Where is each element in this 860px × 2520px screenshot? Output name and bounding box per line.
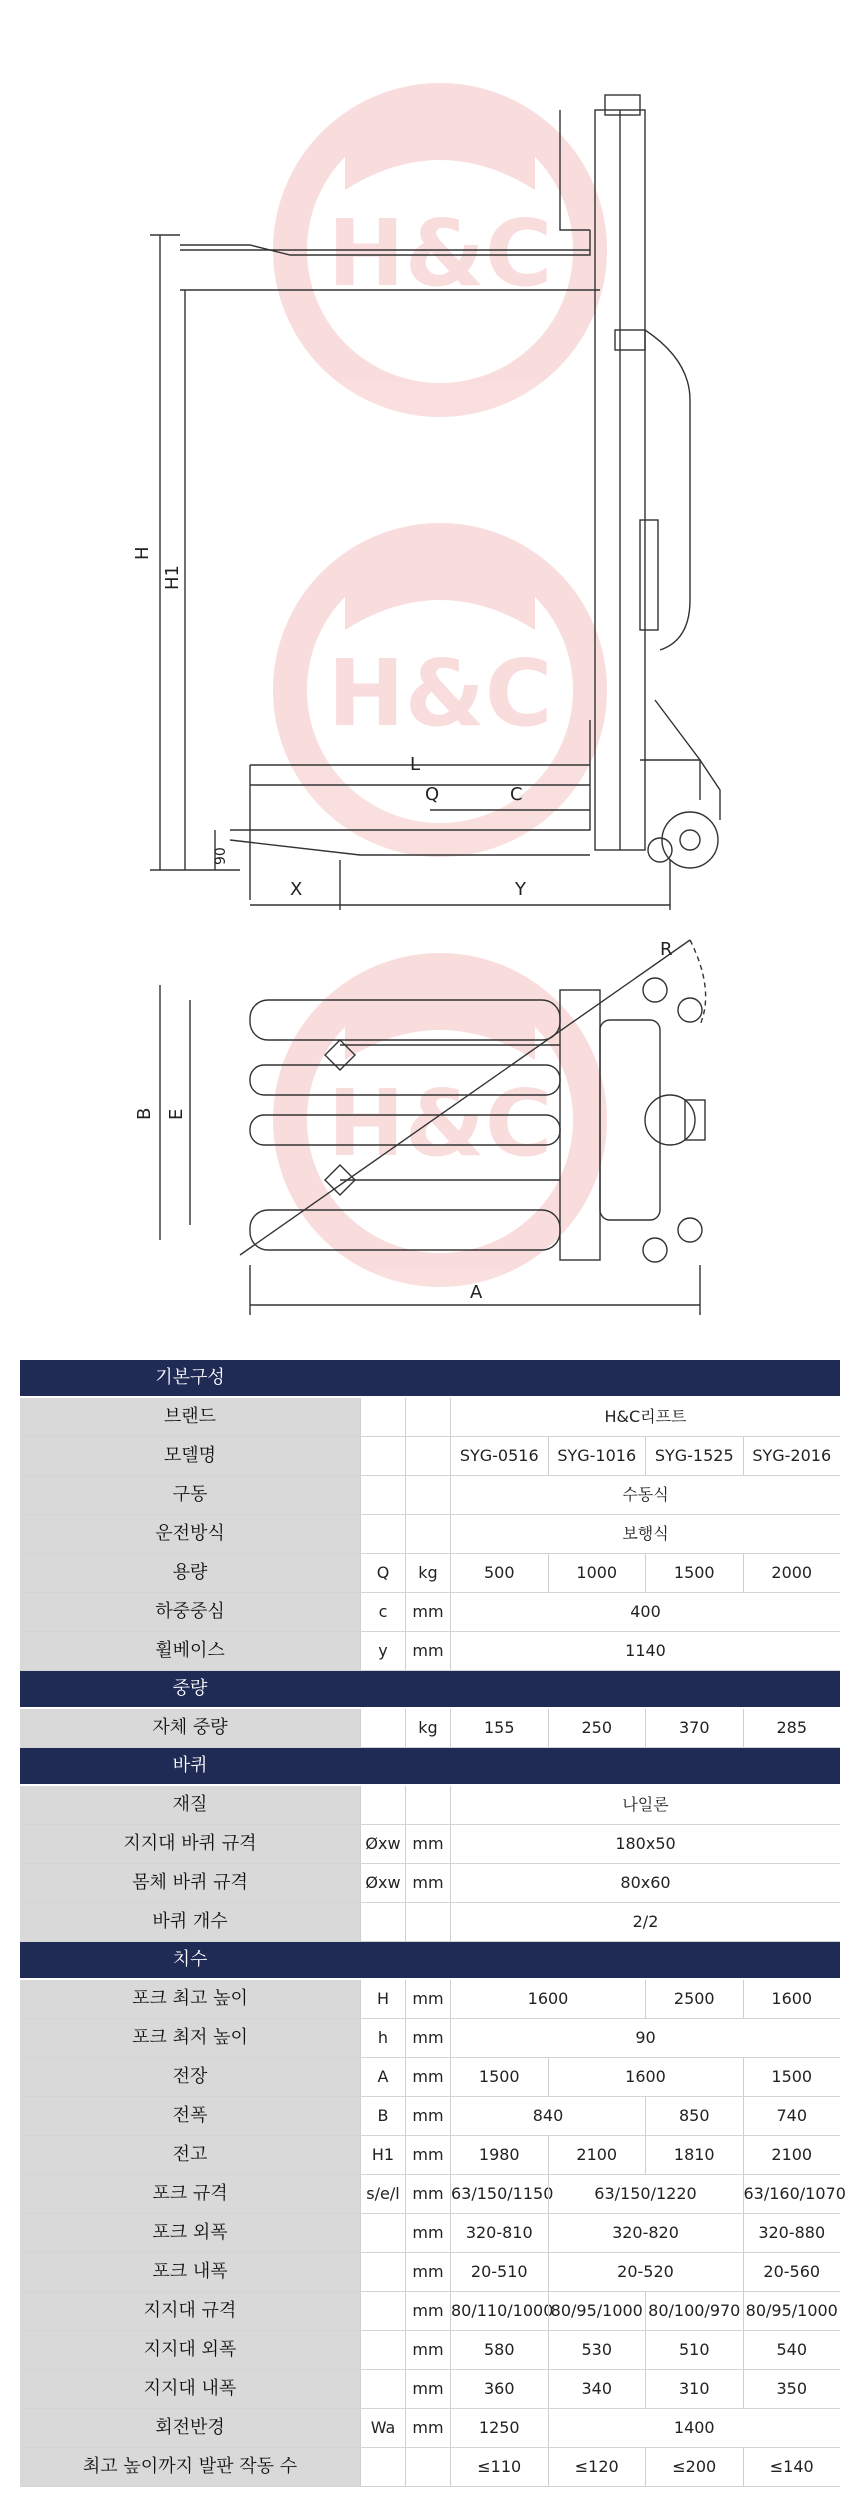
dim-label-e: E xyxy=(166,1108,187,1120)
dim-label-x: X xyxy=(290,879,303,900)
spec-label: 자체 중량 xyxy=(20,1709,360,1747)
spec-value: 80/95/1000 xyxy=(548,2292,646,2330)
spec-value: 1980 xyxy=(450,2136,548,2174)
spec-symbol: y xyxy=(360,1632,405,1670)
spec-unit xyxy=(405,1903,450,1941)
spec-unit: kg xyxy=(405,1554,450,1592)
spec-value: 20-560 xyxy=(743,2253,841,2291)
spec-label: 포크 최고 높이 xyxy=(20,1980,360,2018)
svg-text:H&C: H&C xyxy=(327,1070,553,1177)
watermark-logo-middle xyxy=(290,540,590,840)
spec-value: SYG-2016 xyxy=(743,1437,841,1475)
spec-symbol: A xyxy=(360,2058,405,2096)
spec-unit xyxy=(405,2448,450,2486)
section-title: 치수 xyxy=(172,1949,208,1970)
spec-symbol xyxy=(360,2448,405,2486)
spec-value: 80/110/1000 xyxy=(450,2292,548,2330)
spec-value: 63/160/1070 xyxy=(743,2175,841,2213)
spec-unit xyxy=(405,1515,450,1553)
spec-value: 310 xyxy=(645,2370,743,2408)
spec-symbol xyxy=(360,2253,405,2291)
spec-symbol xyxy=(360,2292,405,2330)
section-header xyxy=(20,1942,840,1980)
spec-label: 휠베이스 xyxy=(20,1632,360,1670)
watermark-logo-bottom xyxy=(290,970,590,1270)
spec-value: 370 xyxy=(645,1709,743,1747)
spec-unit xyxy=(405,1398,450,1436)
spec-value: SYG-1525 xyxy=(645,1437,743,1475)
spec-label: 지지대 바퀴 규격 xyxy=(20,1825,360,1863)
dim-label-r: R xyxy=(660,939,673,960)
spec-value: ≤120 xyxy=(548,2448,646,2486)
spec-label: 포크 외폭 xyxy=(20,2214,360,2252)
spec-row xyxy=(20,2214,840,2253)
svg-text:H&C: H&C xyxy=(327,200,553,307)
spec-value: 285 xyxy=(743,1709,841,1747)
spec-symbol xyxy=(360,1515,405,1553)
section-header xyxy=(20,1360,840,1398)
spec-value: 20-520 xyxy=(548,2253,743,2291)
spec-unit: mm xyxy=(405,1593,450,1631)
spec-unit: mm xyxy=(405,1980,450,2018)
spec-unit xyxy=(405,1786,450,1824)
spec-value: 1140 xyxy=(450,1632,840,1670)
spec-label: 몸체 바퀴 규격 xyxy=(20,1864,360,1902)
spec-symbol xyxy=(360,1903,405,1941)
spec-value: 840 xyxy=(450,2097,645,2135)
spec-symbol xyxy=(360,1476,405,1514)
section-title: 중량 xyxy=(172,1678,208,1699)
section-title: 기본구성 xyxy=(155,1367,225,1388)
spec-unit: mm xyxy=(405,1864,450,1902)
spec-value: SYG-1016 xyxy=(548,1437,646,1475)
spec-value: 20-510 xyxy=(450,2253,548,2291)
spec-row xyxy=(20,2175,846,2214)
spec-row xyxy=(20,2253,840,2292)
spec-value: ≤140 xyxy=(743,2448,841,2486)
spec-value: 90 xyxy=(450,2019,840,2057)
spec-row xyxy=(20,1980,840,2019)
spec-label: 포크 최저 높이 xyxy=(20,2019,360,2057)
dim-label-h: H xyxy=(132,546,153,560)
spec-value: 580 xyxy=(450,2331,548,2369)
spec-label: 최고 높이까지 발판 작동 수 xyxy=(20,2448,360,2486)
spec-row xyxy=(20,2019,840,2058)
spec-row xyxy=(20,1437,840,1476)
spec-value: 320-810 xyxy=(450,2214,548,2252)
spec-value: 1500 xyxy=(450,2058,548,2096)
dim-label-b: B xyxy=(134,1107,155,1120)
dim-label-90: 90 xyxy=(213,847,229,865)
spec-label: 구동 xyxy=(20,1476,360,1514)
spec-label: 모델명 xyxy=(20,1437,360,1475)
spec-value: 850 xyxy=(645,2097,743,2135)
spec-label: 지지대 규격 xyxy=(20,2292,360,2330)
spec-value: 350 xyxy=(743,2370,841,2408)
spec-value: 250 xyxy=(548,1709,646,1747)
spec-row xyxy=(20,2136,840,2175)
spec-value: H&C리프트 xyxy=(450,1398,840,1436)
spec-value: 80/100/970 xyxy=(645,2292,743,2330)
spec-row xyxy=(20,2058,840,2097)
spec-symbol: B xyxy=(360,2097,405,2135)
spec-row xyxy=(20,2370,840,2409)
section-header xyxy=(20,1671,840,1709)
spec-symbol: Wa xyxy=(360,2409,405,2447)
spec-value: 360 xyxy=(450,2370,548,2408)
spec-label: 바퀴 개수 xyxy=(20,1903,360,1941)
spec-label: 운전방식 xyxy=(20,1515,360,1553)
spec-row xyxy=(20,1632,840,1671)
spec-symbol: H xyxy=(360,1980,405,2018)
dim-label-a: A xyxy=(470,1282,483,1303)
spec-label: 재질 xyxy=(20,1786,360,1824)
spec-label: 전폭 xyxy=(20,2097,360,2135)
spec-value: 1500 xyxy=(743,2058,841,2096)
spec-symbol: h xyxy=(360,2019,405,2057)
dim-label-h1: H1 xyxy=(162,565,183,590)
spec-row xyxy=(20,1864,840,1903)
spec-unit: mm xyxy=(405,2409,450,2447)
spec-label: 지지대 외폭 xyxy=(20,2331,360,2369)
spec-value: 1500 xyxy=(645,1554,743,1592)
spec-unit: mm xyxy=(405,2253,450,2291)
spec-unit: mm xyxy=(405,2019,450,2057)
spec-value: 340 xyxy=(548,2370,646,2408)
spec-label: 포크 내폭 xyxy=(20,2253,360,2291)
spec-value: 1810 xyxy=(645,2136,743,2174)
spec-unit: mm xyxy=(405,1632,450,1670)
spec-row xyxy=(20,2331,840,2370)
spec-row xyxy=(20,2097,840,2136)
spec-value: 2/2 xyxy=(450,1903,840,1941)
spec-row xyxy=(20,1593,840,1632)
spec-row xyxy=(20,1515,840,1554)
spec-value: 2000 xyxy=(743,1554,841,1592)
spec-value: 510 xyxy=(645,2331,743,2369)
spec-value: 180x50 xyxy=(450,1825,840,1863)
spec-label: 지지대 내폭 xyxy=(20,2370,360,2408)
svg-text:H&C: H&C xyxy=(327,640,553,747)
spec-row xyxy=(20,1825,840,1864)
spec-value: 1250 xyxy=(450,2409,548,2447)
dim-label-c: C xyxy=(510,784,523,805)
spec-symbol: s/e/l xyxy=(360,2175,405,2213)
spec-value: 2100 xyxy=(743,2136,841,2174)
spec-symbol xyxy=(360,2331,405,2369)
spec-label: 회전반경 xyxy=(20,2409,360,2447)
spec-value: 1600 xyxy=(743,1980,841,2018)
spec-value: 1000 xyxy=(548,1554,646,1592)
spec-value: 320-880 xyxy=(743,2214,841,2252)
spec-unit xyxy=(405,1437,450,1475)
spec-value: 400 xyxy=(450,1593,840,1631)
spec-unit: mm xyxy=(405,2292,450,2330)
dim-label-y: Y xyxy=(515,879,526,900)
spec-row xyxy=(20,1398,840,1437)
spec-value: 540 xyxy=(743,2331,841,2369)
spec-symbol xyxy=(360,1398,405,1436)
section-header xyxy=(20,1748,840,1786)
spec-row xyxy=(20,1554,840,1593)
spec-symbol: Q xyxy=(360,1554,405,1592)
spec-value: 530 xyxy=(548,2331,646,2369)
spec-value: 나일론 xyxy=(450,1786,840,1824)
spec-row xyxy=(20,1786,840,1825)
spec-label: 전장 xyxy=(20,2058,360,2096)
spec-value: 2500 xyxy=(645,1980,743,2018)
spec-row xyxy=(20,1476,840,1515)
spec-value: 1400 xyxy=(548,2409,841,2447)
spec-value: 2100 xyxy=(548,2136,646,2174)
spec-unit: mm xyxy=(405,2214,450,2252)
spec-symbol: Øxw xyxy=(360,1825,405,1863)
spec-label: 포크 규격 xyxy=(20,2175,360,2213)
spec-symbol xyxy=(360,1709,405,1747)
spec-value: 63/150/1150 xyxy=(450,2175,548,2213)
spec-value: ≤200 xyxy=(645,2448,743,2486)
dim-label-l: L xyxy=(410,754,421,775)
spec-value: ≤110 xyxy=(450,2448,548,2486)
spec-value: 63/150/1220 xyxy=(548,2175,743,2213)
spec-symbol: H1 xyxy=(360,2136,405,2174)
spec-value: 수동식 xyxy=(450,1476,840,1514)
spec-symbol xyxy=(360,2214,405,2252)
spec-value: 155 xyxy=(450,1709,548,1747)
spec-value: 1600 xyxy=(548,2058,743,2096)
spec-unit: mm xyxy=(405,2331,450,2369)
spec-value: 1600 xyxy=(450,1980,645,2018)
spec-unit: mm xyxy=(405,2175,450,2213)
spec-unit: mm xyxy=(405,2136,450,2174)
spec-symbol xyxy=(360,1786,405,1824)
spec-row xyxy=(20,2448,840,2487)
spec-label: 전고 xyxy=(20,2136,360,2174)
spec-row xyxy=(20,1903,840,1942)
spec-row xyxy=(20,2409,840,2448)
spec-value: SYG-0516 xyxy=(450,1437,548,1475)
spec-symbol: c xyxy=(360,1593,405,1631)
spec-value: 740 xyxy=(743,2097,841,2135)
spec-unit: mm xyxy=(405,2370,450,2408)
spec-table xyxy=(20,1360,846,2487)
spec-symbol: Øxw xyxy=(360,1864,405,1902)
spec-row xyxy=(20,2292,840,2331)
spec-symbol xyxy=(360,1437,405,1475)
spec-value: 80x60 xyxy=(450,1864,840,1902)
spec-unit: kg xyxy=(405,1709,450,1747)
spec-value: 320-820 xyxy=(548,2214,743,2252)
spec-label: 용량 xyxy=(20,1554,360,1592)
spec-unit: mm xyxy=(405,2058,450,2096)
spec-unit: mm xyxy=(405,1825,450,1863)
spec-symbol xyxy=(360,2370,405,2408)
spec-value: 500 xyxy=(450,1554,548,1592)
spec-value: 80/95/1000 xyxy=(743,2292,841,2330)
section-title: 바퀴 xyxy=(172,1755,208,1776)
spec-unit: mm xyxy=(405,2097,450,2135)
spec-unit xyxy=(405,1476,450,1514)
spec-value: 보행식 xyxy=(450,1515,840,1553)
spec-label: 브랜드 xyxy=(20,1398,360,1436)
spec-row xyxy=(20,1709,840,1748)
spec-label: 하중중심 xyxy=(20,1593,360,1631)
dim-label-q: Q xyxy=(425,784,440,805)
